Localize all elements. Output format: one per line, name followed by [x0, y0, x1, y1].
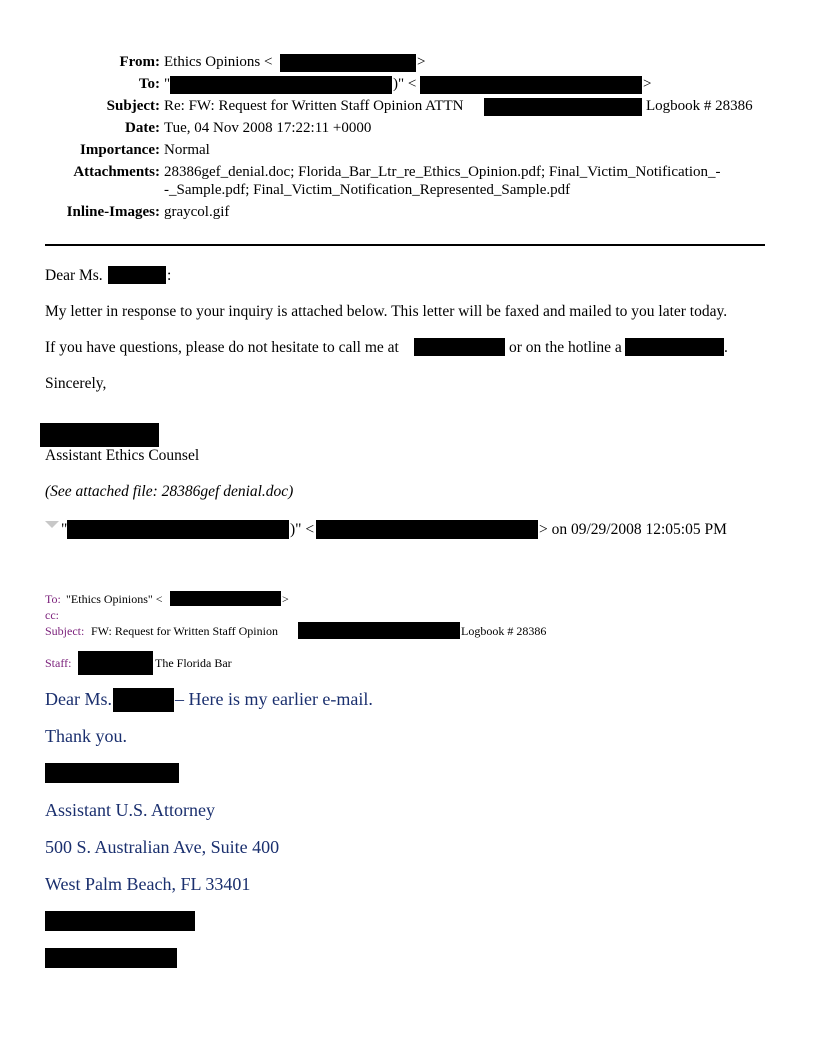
quoted-subject-label: Subject: [45, 624, 85, 638]
from-value: Ethics Opinions < [164, 54, 273, 70]
inline-images-value[interactable]: graycol.gif [164, 204, 230, 220]
to-value: " [164, 76, 171, 92]
greeting-prefix: Dear Ms. [45, 267, 103, 284]
attachment-list-line2[interactable]: -_Sample.pdf; Final_Victim_Notification_Represented_Sample.pdf [164, 182, 571, 198]
collapse-triangle-icon[interactable] [45, 521, 59, 528]
quoted-staff-value: The Florida Bar [155, 656, 232, 670]
quoted-thanks: Thank you. [45, 726, 127, 746]
quoted-to-label: To: [45, 592, 61, 606]
date-label: Date: [125, 120, 160, 136]
quoted-subject-value: FW: Request for Written Staff Opinion [91, 624, 278, 638]
signature-title: Assistant Ethics Counsel [45, 447, 200, 464]
redaction-staff-name [78, 651, 153, 675]
header-divider [45, 244, 765, 246]
to-label: To: [138, 76, 160, 92]
redaction-to-email [420, 76, 642, 94]
redaction-hotline [625, 338, 724, 356]
thread-meta-tail: > on 09/29/2008 12:05:05 PM [539, 521, 727, 538]
quoted-greeting-suffix: – Here is my earlier e-mail. [175, 689, 373, 709]
thread-quote-mid: )" < [290, 521, 315, 538]
quoted-to-close: > [282, 592, 289, 606]
importance-label: Importance: [80, 142, 160, 158]
quoted-subject-tail: Logbook # 28386 [461, 624, 547, 638]
redaction-to-name [170, 76, 392, 94]
closing: Sincerely, [45, 375, 107, 392]
paragraph-contact-prefix: If you have questions, please do not hesitate to call me at [45, 339, 399, 356]
quoted-address-line2: West Palm Beach, FL 33401 [45, 874, 251, 894]
redaction-recipient-name [108, 266, 166, 284]
redaction-quoted-signature-name [45, 763, 179, 783]
subject-tail: Logbook # 28386 [646, 98, 753, 114]
quoted-signature-title: Assistant U.S. Attorney [45, 800, 216, 820]
date-value: Tue, 04 Nov 2008 17:22:11 +0000 [164, 120, 372, 136]
redaction-quoted-subject [298, 622, 460, 639]
attached-file-note[interactable]: (See attached file: 28386gef denial.doc) [45, 483, 294, 500]
redaction-phone [414, 338, 505, 356]
from-label: From: [119, 54, 160, 70]
redaction-quoted-fax [45, 948, 177, 968]
paragraph-contact-end: . [724, 339, 728, 356]
subject-label: Subject: [106, 98, 160, 114]
redaction-thread-email [316, 520, 538, 539]
quoted-to-value: "Ethics Opinions" < [66, 592, 163, 606]
importance-value: Normal [164, 142, 210, 158]
from-close: > [417, 54, 426, 70]
subject-value: Re: FW: Request for Written Staff Opinion ATTN [164, 98, 464, 114]
greeting-suffix: : [167, 267, 172, 284]
attachments-label: Attachments: [73, 164, 160, 180]
quoted-staff-label: Staff: [45, 656, 72, 670]
paragraph-contact-mid: or on the hotline a [509, 339, 622, 356]
redaction-subject-attn [484, 98, 642, 116]
quoted-address-line1: 500 S. Australian Ave, Suite 400 [45, 837, 280, 857]
redaction-quoted-to-email [170, 591, 281, 606]
inline-images-label: Inline-Images: [66, 204, 160, 220]
redaction-quoted-recipient [113, 688, 174, 712]
redaction-thread-name [67, 520, 289, 539]
redaction-quoted-phone [45, 911, 195, 931]
paragraph-letter: My letter in response to your inquiry is attached below. This letter will be faxed and mailed to you later today. [45, 303, 728, 320]
thread-quote-open: " [61, 521, 68, 538]
quoted-cc-label: cc: [45, 608, 59, 622]
redaction-signature-name [40, 423, 159, 447]
to-mid: )" < [393, 76, 417, 92]
attachment-list-line1[interactable]: 28386gef_denial.doc; Florida_Bar_Ltr_re_Ethics_Opinion.pdf; Final_Victim_Notification_- [164, 164, 721, 180]
to-close: > [643, 76, 652, 92]
quoted-greeting-prefix: Dear Ms. [45, 689, 112, 709]
redaction-from-email [280, 54, 416, 72]
